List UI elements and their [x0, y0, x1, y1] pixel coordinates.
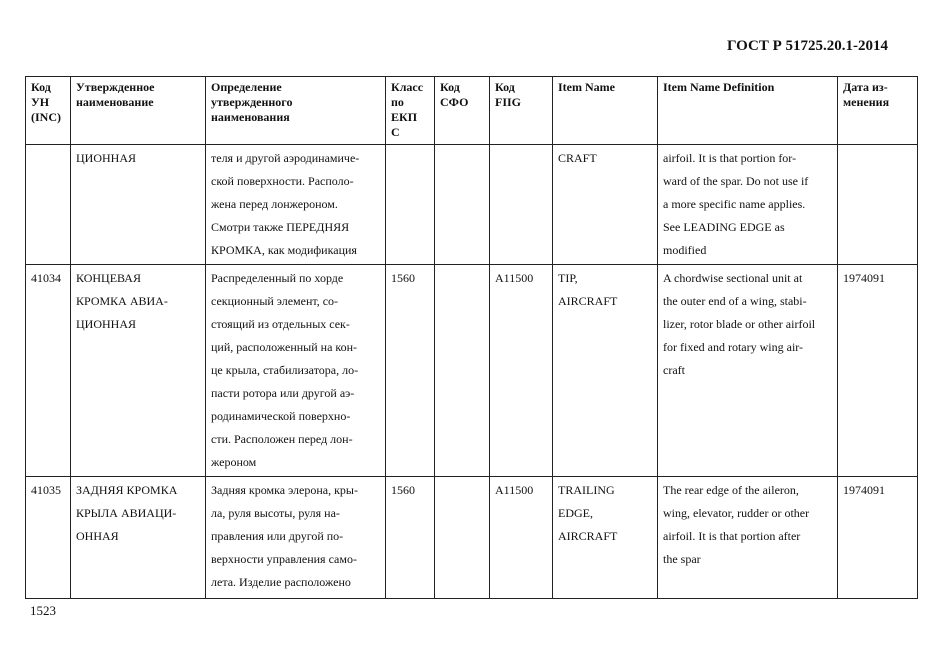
header-text: Класс [391, 80, 424, 94]
cell-text: AIRCRAFT [558, 529, 618, 543]
cell-text: секционный элемент, со- [211, 294, 339, 308]
catalog-table [25, 76, 918, 599]
cell-text: AIRCRAFT [558, 294, 618, 308]
cell-text: ward of the spar. Do not use if [663, 174, 809, 188]
cell-text: a more specific name applies. [663, 197, 806, 211]
cell-text: Распределенный по хорде [211, 271, 344, 285]
header-text: С [391, 125, 400, 139]
cell-text: modified [663, 243, 707, 257]
header-text: (INC) [31, 110, 61, 124]
class-header [386, 77, 435, 145]
header-text: FIIG [495, 95, 522, 109]
cell-fiig [490, 265, 553, 477]
table-row [26, 477, 918, 599]
cell-text: TIP, [558, 271, 578, 285]
page-number: 1523 [30, 603, 56, 618]
cell-text: стоящий из отдельных сек- [211, 317, 350, 331]
cell-text: A11500 [495, 483, 534, 497]
fiig-header [490, 77, 553, 145]
cell-text: lizer, rotor blade or other airfoil [663, 317, 816, 331]
cell-text: жероном [211, 455, 257, 469]
item-def-header [658, 77, 838, 145]
header-text: Item Name [558, 80, 615, 94]
cell-text: ЗАДНЯЯ КРОМКА [76, 483, 178, 497]
cell-text: EDGE, [558, 506, 593, 520]
date-header [838, 77, 918, 145]
cell-text: the spar [663, 552, 701, 566]
cell-text: 1560 [391, 271, 415, 285]
cell-text: wing, elevator, rudder or other [663, 506, 810, 520]
cell-sfo [435, 265, 490, 477]
cell-text: жена перед лонжероном. [211, 197, 338, 211]
header-text: Код [31, 80, 51, 94]
cell-text: Задняя кромка элерона, кры- [211, 483, 358, 497]
cell-text: КРОМКА АВИА- [76, 294, 168, 308]
cell-name [71, 477, 206, 599]
cell-text: ла, руля высоты, руля на- [211, 506, 340, 520]
cell-item-name [553, 265, 658, 477]
cell-text: See LEADING EDGE as [663, 220, 785, 234]
cell-text: КРОМКА, как модификация [211, 243, 357, 257]
header-text: СФО [440, 95, 469, 109]
cell-date [838, 265, 918, 477]
header-text: утвержденного [211, 95, 293, 109]
header-text: ЕКП [391, 110, 418, 124]
cell-definition [206, 145, 386, 265]
header-text: наименования [211, 110, 290, 124]
cell-text: КРЫЛА АВИАЦИ- [76, 506, 177, 520]
cell-text: ской поверхности. Располо- [211, 174, 354, 188]
header-text: по [391, 95, 404, 109]
document-code: ГОСТ Р 51725.20.1-2014 [726, 38, 888, 54]
header-text: Утвержденное [76, 80, 155, 94]
cell-text: ций, расположенный на кон- [211, 340, 358, 354]
cell-text: airfoil. It is that portion for- [663, 151, 797, 165]
cell-text: ЦИОННАЯ [76, 151, 136, 165]
header-text: Определение [211, 80, 282, 94]
cell-text: A chordwise sectional unit at [663, 271, 803, 285]
cell-item-def [658, 145, 838, 265]
cell-text: 1974091 [843, 483, 885, 497]
cell-text: ЦИОННАЯ [76, 317, 136, 331]
header-text: Код [495, 80, 515, 94]
cell-text: КОНЦЕВАЯ [76, 271, 141, 285]
cell-item-def [658, 477, 838, 599]
table-row [26, 145, 918, 265]
cell-class [386, 145, 435, 265]
cell-text: теля и другой аэродинамиче- [211, 151, 360, 165]
cell-item-def [658, 265, 838, 477]
cell-text: 1974091 [843, 271, 885, 285]
cell-item-name [553, 477, 658, 599]
cell-inc [26, 265, 71, 477]
item-name-header [553, 77, 658, 145]
cell-text: правления или другой по- [211, 529, 344, 543]
cell-text: 1560 [391, 483, 415, 497]
cell-inc [26, 145, 71, 265]
cell-text: craft [663, 363, 685, 377]
table-header-row [26, 77, 918, 145]
cell-name [71, 145, 206, 265]
cell-text: airfoil. It is that portion after [663, 529, 801, 543]
header-text: УН [31, 95, 50, 109]
cell-class [386, 477, 435, 599]
cell-definition [206, 477, 386, 599]
cell-fiig [490, 477, 553, 599]
cell-item-name [553, 145, 658, 265]
cell-text: TRAILING [558, 483, 615, 497]
header-text: наименование [76, 95, 154, 109]
cell-text: for fixed and rotary wing air- [663, 340, 804, 354]
cell-text: 41035 [31, 483, 61, 497]
cell-text: сти. Расположен перед лон- [211, 432, 353, 446]
cell-text: лета. Изделие расположено [211, 575, 351, 589]
cell-sfo [435, 145, 490, 265]
header-text: Код [440, 80, 460, 94]
cell-text: пасти ротора или другой аэ- [211, 386, 355, 400]
cell-date [838, 477, 918, 599]
cell-text: ОННАЯ [76, 529, 119, 543]
cell-text: родинамической поверхно- [211, 409, 351, 423]
header-text: менения [843, 95, 890, 109]
cell-text: the outer end of a wing, stabi- [663, 294, 807, 308]
inc-header [26, 77, 71, 145]
name-header [71, 77, 206, 145]
table-row [26, 265, 918, 477]
sfo-header [435, 77, 490, 145]
cell-name [71, 265, 206, 477]
definition-header [206, 77, 386, 145]
cell-text: верхности управления само- [211, 552, 357, 566]
cell-text: The rear edge of the aileron, [663, 483, 799, 497]
header-text: Дата из- [843, 80, 888, 94]
cell-sfo [435, 477, 490, 599]
header-text: Item Name Definition [663, 80, 775, 94]
cell-text: Смотри также ПЕРЕДНЯЯ [211, 220, 350, 234]
cell-definition [206, 265, 386, 477]
cell-text: 41034 [31, 271, 61, 285]
cell-text: A11500 [495, 271, 534, 285]
cell-date [838, 145, 918, 265]
cell-text: це крыла, стабилизатора, ло- [211, 363, 359, 377]
cell-class [386, 265, 435, 477]
cell-inc [26, 477, 71, 599]
cell-text: CRAFT [558, 151, 597, 165]
cell-fiig [490, 145, 553, 265]
